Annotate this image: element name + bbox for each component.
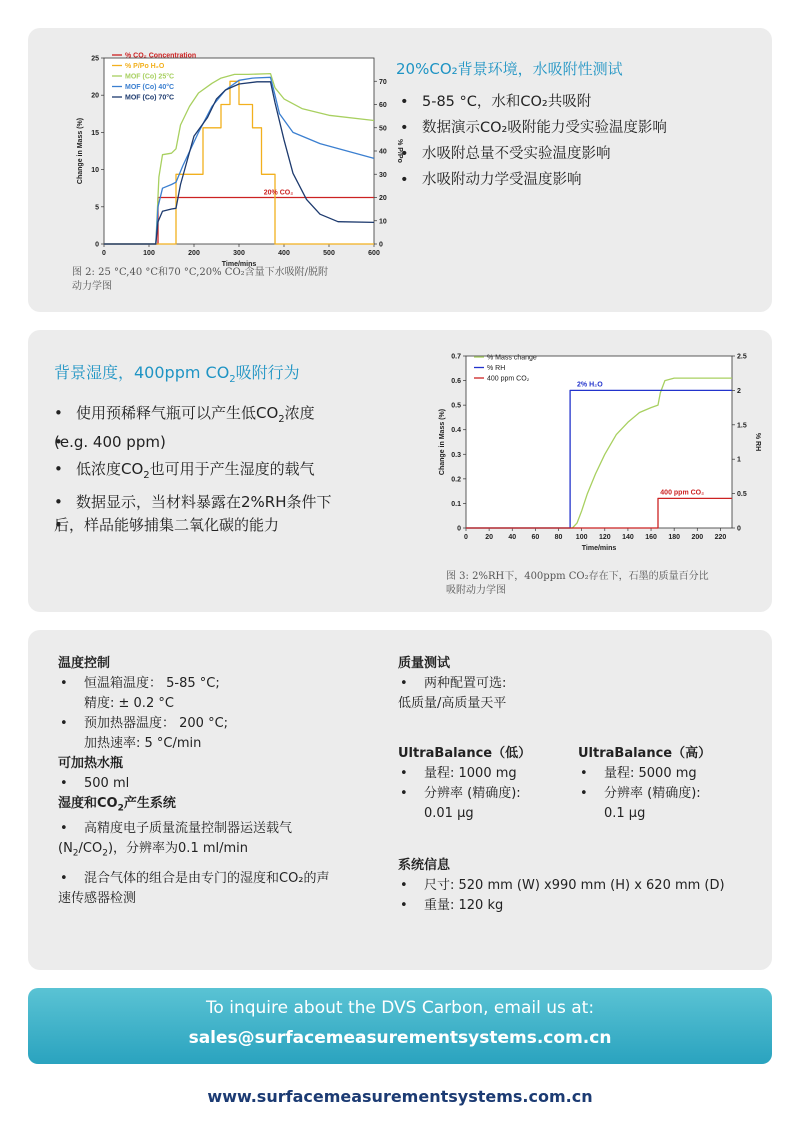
text: 也可用于产生湿度的载气 — [149, 460, 315, 478]
y-tick-label: 0.4 — [451, 427, 461, 435]
y2-tick-label: 0.5 — [737, 491, 747, 499]
y2-tick-label: 20 — [379, 195, 387, 202]
y2-tick-label: 60 — [379, 102, 387, 109]
y2-tick-label: 1 — [737, 456, 741, 464]
spec-item: • 两种配置可选: — [398, 674, 758, 694]
text: 数据显示，当材料暴露在2%RH条件下 — [76, 493, 332, 511]
specs-left-column — [58, 654, 388, 909]
heading-text: 背景湿度，400ppm CO — [54, 363, 230, 382]
y2-tick-label: 0 — [737, 525, 741, 533]
y2-tick-label: 40 — [379, 148, 387, 156]
subscript: 2 — [102, 848, 108, 859]
text: 浓度 — [284, 404, 315, 422]
x-axis-label: Time/mins — [221, 261, 257, 268]
legend-label: MOF (Co) 40°C — [125, 84, 175, 91]
y-tick-label: 0 — [95, 241, 99, 249]
spec-item: • 重量: 120 kg — [398, 896, 758, 916]
panel2-heading — [54, 360, 300, 385]
subscript: 2 — [143, 470, 150, 481]
x-tick-label: 180 — [668, 534, 681, 541]
website-link[interactable]: www.surfacemeasurementsystems.com.cn — [207, 1087, 593, 1106]
y2-tick-label: 30 — [379, 171, 387, 179]
inquiry-text: To inquire about the DVS Carbon, email us at: — [205, 998, 595, 1018]
bullet-item: • 数据演示CO₂吸附能力受实验温度影响 — [400, 118, 760, 138]
spec-item: • 预加热器温度： 200 °C; — [58, 714, 388, 734]
co2-annotation: 400 ppm CO₂ — [660, 489, 705, 497]
spec-text: 低质量/高质量天平 — [398, 696, 507, 711]
y2-axis-label: % P/Po — [396, 139, 403, 163]
mass-test-title: 质量测试 — [398, 656, 451, 671]
x-tick-label: 60 — [531, 534, 540, 541]
y-tick-label: 15 — [91, 129, 99, 137]
y2-tick-label: 2 — [737, 387, 741, 395]
x-tick-label: 20 — [485, 534, 494, 541]
y2-axis-label: % RH — [754, 432, 761, 452]
gas-system-title — [58, 794, 388, 819]
spec-item: • 分辨率 (精确度): — [578, 784, 758, 804]
system-info-title: 系统信息 — [398, 858, 451, 873]
text: )，分辨率为0.1 ml/min — [107, 840, 249, 856]
figure-2-caption — [72, 266, 328, 294]
chart-graphite-co2-kinetics — [410, 344, 762, 566]
temp-control-title: 温度控制 — [58, 656, 111, 671]
panel1-heading: 20%CO₂背景环境，水吸附性测试 — [396, 60, 623, 78]
text: 使用预稀释气瓶可以产生低CO — [76, 404, 279, 422]
text: 低浓度CO — [76, 460, 144, 478]
y2-tick-label: 0 — [379, 241, 383, 249]
bullet-item — [54, 458, 384, 487]
legend-label: MOF (Co) 70°C — [125, 94, 175, 102]
spec-item: • 恒温箱温度： 5-85 °C; — [58, 674, 388, 694]
bullet-item — [54, 402, 384, 431]
y-tick-label: 20 — [91, 92, 99, 100]
x-tick-label: 140 — [622, 534, 634, 541]
spec-item: • 混合气体的组合是由专门的湿度和CO₂的声 — [58, 869, 388, 889]
panel1-bullets — [400, 92, 760, 190]
bullet-continuation — [54, 514, 384, 537]
heading-subscript: 2 — [229, 374, 236, 386]
spec-item-continuation — [58, 839, 388, 864]
x-tick-label: 160 — [645, 534, 657, 541]
legend-label: % CO₂ Concentration — [125, 52, 197, 60]
legend-label: % RH — [487, 365, 506, 372]
bullet-item — [54, 491, 384, 514]
y-tick-label: 25 — [91, 55, 99, 63]
x-tick-label: 200 — [691, 534, 704, 541]
bullet-item: • 水吸附动力学受温度影响 — [400, 170, 760, 190]
y-tick-label: 0 — [457, 525, 461, 533]
y2-tick-label: 2.5 — [737, 353, 747, 361]
system-info — [398, 856, 758, 916]
spec-item: • 量程: 1000 mg — [398, 764, 578, 784]
y-tick-label: 0.7 — [451, 353, 461, 361]
y-tick-label: 0.3 — [451, 451, 461, 459]
y-tick-label: 5 — [95, 204, 99, 212]
y-tick-label: 0.6 — [451, 378, 461, 386]
heading-text: 吸附行为 — [235, 363, 300, 382]
ultrabalance-low-title: UltraBalance（低） — [398, 746, 532, 761]
ultrabalance-high — [578, 744, 758, 824]
spec-item: • 量程: 5000 mg — [578, 764, 758, 784]
legend-label: % Mass change — [487, 354, 537, 362]
text: (N — [58, 840, 73, 856]
x-tick-label: 0 — [102, 250, 106, 257]
y-axis-label: Change in Mass (%) — [439, 408, 446, 476]
email-link[interactable]: sales@surfacemeasurementsystems.com.cn — [188, 1028, 612, 1048]
caption-line: 图 2: 25 °C,40 °C和70 °C,20% CO₂含量下水吸附/脱附 — [72, 267, 329, 278]
spec-item: • 尺寸: 520 mm (W) x990 mm (H) x 620 mm (D) — [398, 876, 758, 896]
text: (e.g. 400 ppm) — [54, 433, 166, 451]
x-tick-label: 100 — [143, 250, 155, 257]
spec-subitem: 加热速率: 5 °C/min — [84, 736, 202, 751]
co2-annotation: 20% CO₂ — [263, 189, 294, 197]
x-tick-label: 600 — [368, 250, 380, 257]
specs-right-column — [398, 654, 758, 714]
subscript: 2 — [117, 803, 124, 814]
panel-co2-water — [28, 28, 772, 312]
x-tick-label: 220 — [714, 534, 727, 541]
rh-annotation: 2% H₂O — [577, 381, 603, 389]
spec-item: • 500 ml — [58, 774, 388, 794]
x-tick-label: 200 — [188, 250, 200, 257]
x-tick-label: 400 — [278, 250, 290, 257]
caption-line: 动力学图 — [72, 281, 112, 292]
x-tick-label: 300 — [233, 250, 245, 257]
chart-water-co2-kinetics — [48, 42, 403, 274]
y-tick-label: 0.2 — [451, 476, 461, 484]
y-tick-label: 10 — [91, 167, 99, 175]
y2-tick-label: 70 — [379, 78, 387, 86]
spec-item: • 分辨率 (精确度): — [398, 784, 578, 804]
ultrabalance-high-title: UltraBalance（高） — [578, 746, 712, 761]
text: /CO — [78, 840, 103, 856]
subscript: 2 — [278, 414, 285, 425]
spec-item-continuation: 速传感器检测 — [58, 891, 137, 907]
y2-tick-label: 10 — [379, 218, 387, 226]
x-tick-label: 80 — [554, 534, 563, 541]
panel-specifications — [28, 630, 772, 970]
y2-tick-label: 1.5 — [737, 422, 747, 430]
bullet-continuation — [54, 431, 384, 454]
bullet-item: • 5-85 °C，水和CO₂共吸附 — [400, 92, 760, 112]
legend-label: 400 ppm CO₂ — [487, 375, 530, 383]
spec-item: • 高精度电子质量流量控制器运送载气 — [58, 819, 388, 839]
x-tick-label: 500 — [323, 250, 335, 257]
text: 后，样品能够捕集二氧化碳的能力 — [54, 516, 280, 534]
legend-label: MOF (Co) 25°C — [125, 73, 175, 81]
x-tick-label: 120 — [598, 534, 611, 541]
water-bottle-title: 可加热水瓶 — [58, 756, 124, 771]
spec-subitem: 0.1 µg — [604, 806, 646, 821]
panel-humidity-co2 — [28, 330, 772, 612]
contact-banner — [28, 988, 772, 1064]
x-tick-label: 0 — [464, 534, 468, 541]
x-tick-label: 100 — [575, 534, 588, 541]
panel2-bullets — [54, 402, 384, 537]
x-tick-label: 40 — [508, 534, 517, 541]
y-axis-label: Change in Mass (%) — [77, 117, 84, 185]
caption-line: 图 3: 2%RH下，400ppm CO₂存在下，石墨的质量百分比 — [446, 571, 709, 582]
bullet-item: • 水吸附总量不受实验温度影响 — [400, 144, 760, 164]
x-axis-label: Time/mins — [581, 545, 617, 552]
y-tick-label: 0.5 — [451, 402, 461, 410]
spec-subitem: 精度: ± 0.2 °C — [84, 696, 174, 711]
subscript: 2 — [72, 848, 79, 859]
spec-subitem: 0.01 µg — [424, 806, 474, 821]
figure-3-caption — [446, 570, 709, 598]
y-tick-label: 0.1 — [451, 500, 461, 508]
ultrabalance-low — [398, 744, 578, 824]
text: 产生系统 — [123, 796, 176, 811]
text: 湿度和CO — [58, 796, 118, 811]
caption-line: 吸附动力学图 — [446, 585, 506, 596]
legend-label: % P/Po H₂O — [125, 63, 165, 70]
y2-tick-label: 50 — [379, 125, 387, 133]
